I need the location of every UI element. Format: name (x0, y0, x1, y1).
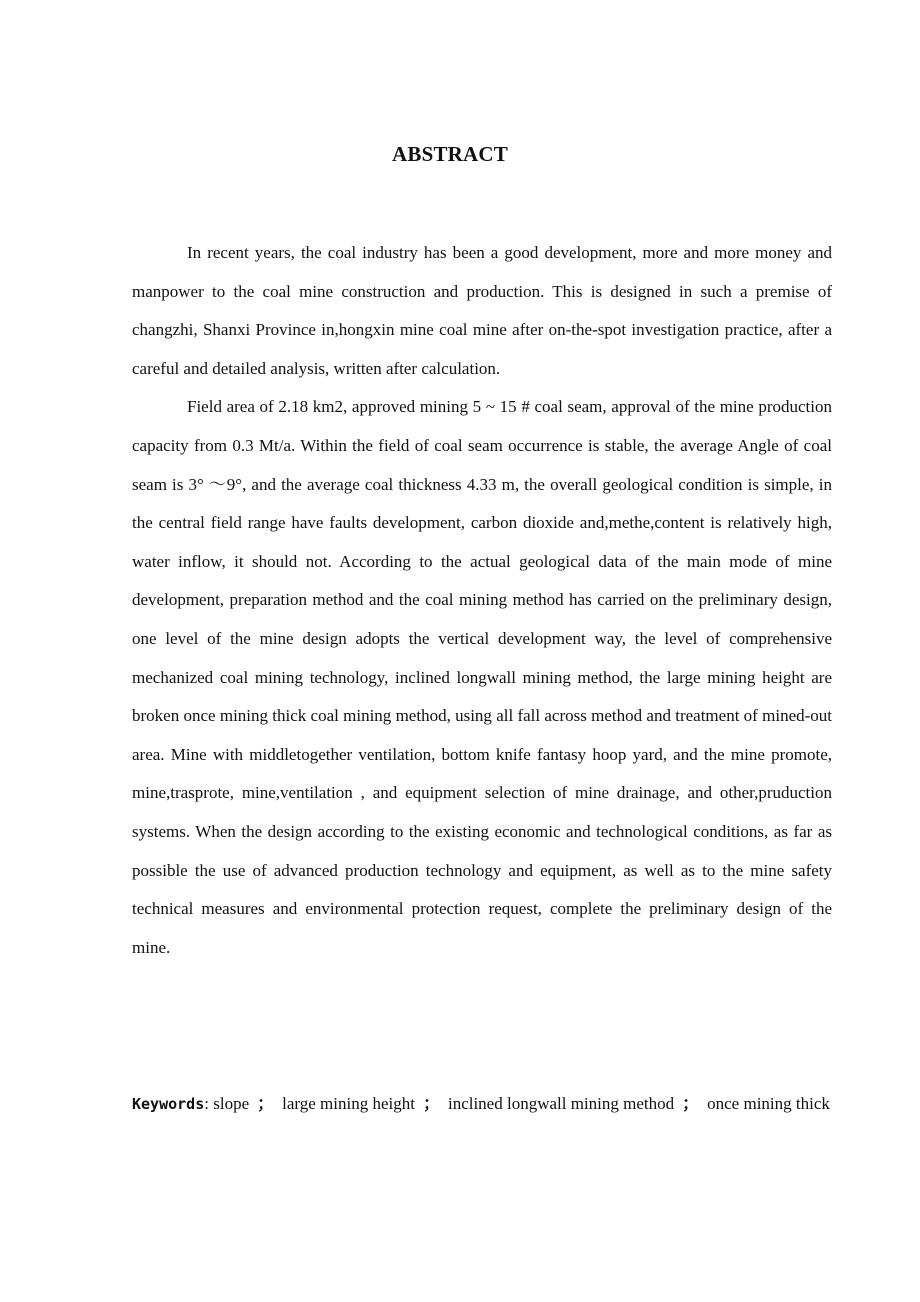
keywords-line (132, 1085, 844, 1123)
keyword-item: slope (213, 1094, 250, 1113)
keyword-separator: ； (422, 1094, 440, 1113)
keyword-item: once mining thick (707, 1094, 830, 1113)
keyword-item: inclined longwall mining method (447, 1094, 675, 1113)
abstract-title: ABSTRACT (392, 142, 508, 166)
keywords-colon: : (204, 1094, 209, 1113)
keyword-separator: ； (682, 1094, 700, 1113)
keyword-separator: ； (257, 1094, 275, 1113)
abstract-body (132, 234, 832, 967)
keyword-item: large mining height (282, 1094, 415, 1113)
keywords-label: Keywords (132, 1095, 205, 1113)
abstract-paragraph-2: Field area of 2.18 km2, approved mining 5 ~ 15 # coal seam, approval of the mine production capacity from 0.3 Mt/a. Within the field of coal seam occurrence is stable, the average Angle of coal seam is 3° ～9°, and the average coal thickness 4.33 m, the overall geological condition is simple, in the central field range have faults development, carbon dioxide and,methe,content is relatively high, water inflow, it should not. According to the actual geological data of the main mode of mine development, preparation method and the coal mining method has carried on the preliminary design, one level of the mine design adopts the vertical development way, the level of comprehensive mechanized coal mining technology, inclined longwall mining method, the large mining height are broken once mining thick coal mining method, using all fall across method and treatment of mined-out area. Mine with middletogether ventilation, bottom knife fantasy hoop yard, and the mine promote, mine,trasprote, mine,ventilation , and equipment selection of mine drainage, and other,pruduction systems. When the design according to the existing economic and technological conditions, as far as possible the use of advanced production technology and equipment, as well as to the mine safety technical measures and environmental protection request, complete the preliminary design of the mine. (132, 397, 832, 957)
abstract-paragraph-1: In recent years, the coal industry has been a good development, more and more money and manpower to the coal mine construction and production. This is designed in such a premise of changzhi, Shanxi Province in,hongxin mine coal mine after on-the-spot investigation practice, after a careful and detailed analysis, written after calculation. (132, 243, 832, 378)
